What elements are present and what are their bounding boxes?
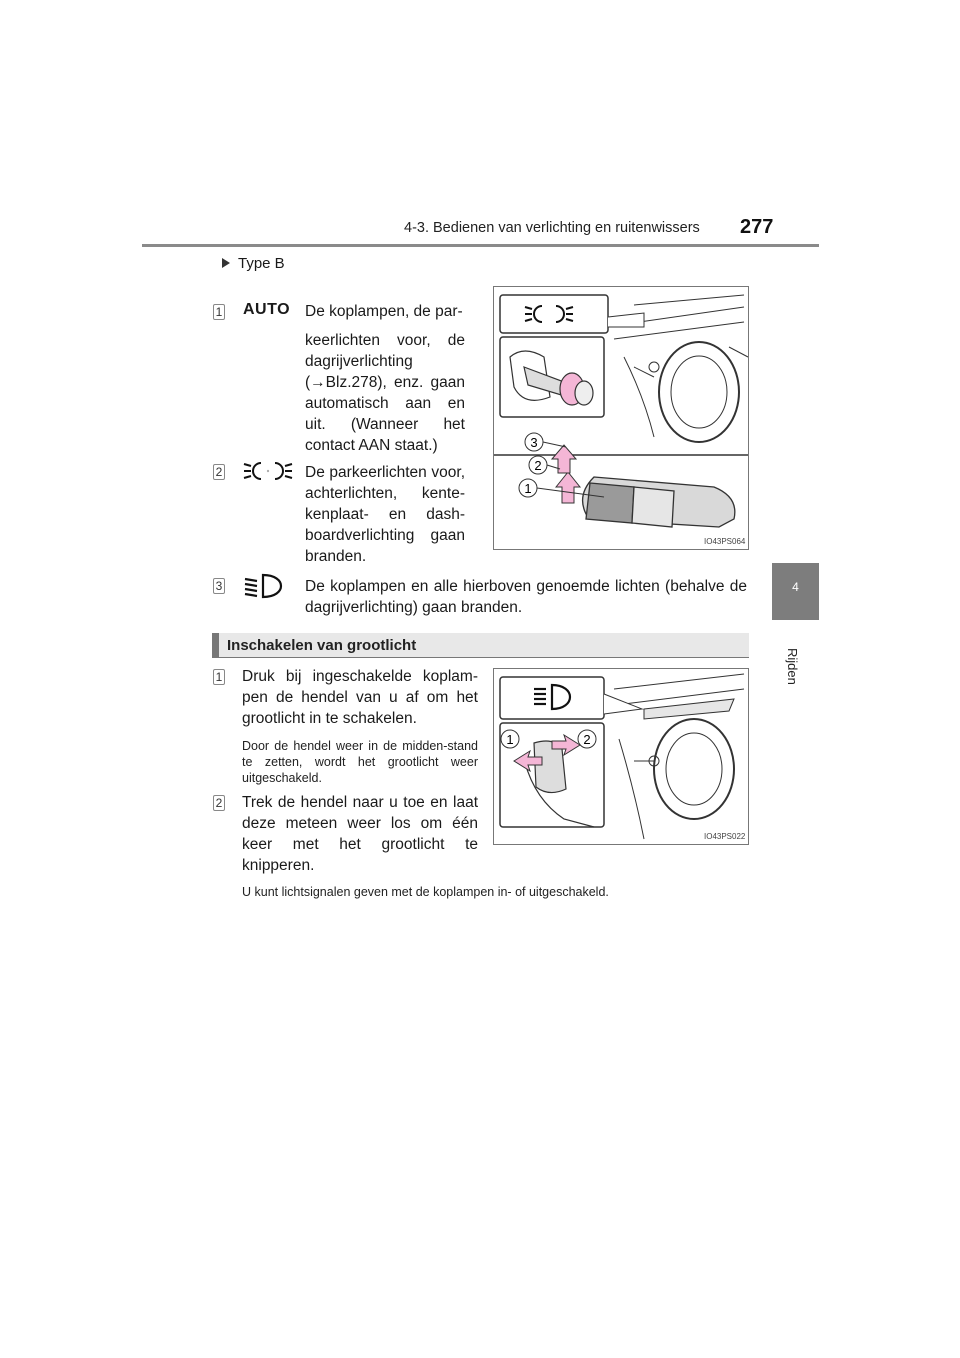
chapter-number: 4 (792, 580, 799, 594)
page-number: 277 (740, 216, 774, 238)
figure-2-callout-1: 1 (506, 732, 514, 747)
section-heading (212, 633, 749, 658)
chapter-tab (772, 563, 819, 620)
item-1-first-line: De koplampen, de par- (305, 303, 463, 320)
figure-1-illustration (494, 287, 748, 549)
type-label-text: Type B (238, 255, 285, 272)
item-2-text: De parkeerlichten voor, achterlichten, kente-kenplaat- en dash-boardverlichting gaan branden. (305, 464, 465, 565)
figure-2-illustration (494, 669, 748, 844)
auto-text-icon: AUTO (243, 301, 291, 318)
section-underline (212, 657, 749, 658)
running-header: 4-3. Bedienen van verlichting en ruitenwissers (404, 220, 700, 236)
step-number-2: 2 (213, 795, 225, 811)
low-beam-icon (243, 573, 289, 599)
step-1-text: Druk bij ingeschakelde koplam-pen de hendel van u af om het grootlicht in te schakelen. (242, 668, 478, 727)
header-rule (142, 244, 819, 247)
step-number-1: 1 (213, 669, 225, 685)
step-2-text: Trek de hendel naar u toe en laat deze meteen weer los om één keer met het grootlicht te knipperen. (242, 794, 478, 874)
figure-2-code: IO43PS022 (704, 832, 746, 841)
figure-2-callout-2: 2 (583, 732, 591, 747)
figure-high-beam (493, 668, 749, 845)
figure-headlight-switch (493, 286, 749, 550)
parking-light-icon (243, 460, 293, 482)
figure-1-callout-1: 1 (524, 481, 532, 496)
type-label (222, 255, 285, 272)
item-1-text: keerlichten voor, de dagrijverlichting (→Blz.278), enz. gaan automatisch aan en uit. (Wanneer het contact AAN staat.) (305, 332, 465, 454)
item-number-1: 1 (213, 304, 225, 320)
figure-1-code: IO43PS064 (704, 537, 746, 546)
step-2-note: U kunt lichtsignalen geven met de koplampen in- of uitgeschakeld. (242, 885, 609, 899)
item-3-text: De koplampen en alle hierboven genoemde lichten (behalve de dagrijverlichting) gaan branden. (305, 578, 747, 616)
item-number-2: 2 (213, 464, 225, 480)
chapter-label: Rijden (785, 648, 800, 685)
step-1-note: Door de hendel weer in de midden-stand te zetten, wordt het grootlicht weer uitgeschakeld. (242, 739, 478, 785)
figure-1-callout-2: 2 (534, 458, 542, 473)
item-number-3: 3 (213, 578, 225, 594)
section-title: Inschakelen van grootlicht (227, 637, 417, 654)
triangle-bullet-icon (222, 258, 230, 268)
figure-1-callout-3: 3 (530, 435, 538, 450)
